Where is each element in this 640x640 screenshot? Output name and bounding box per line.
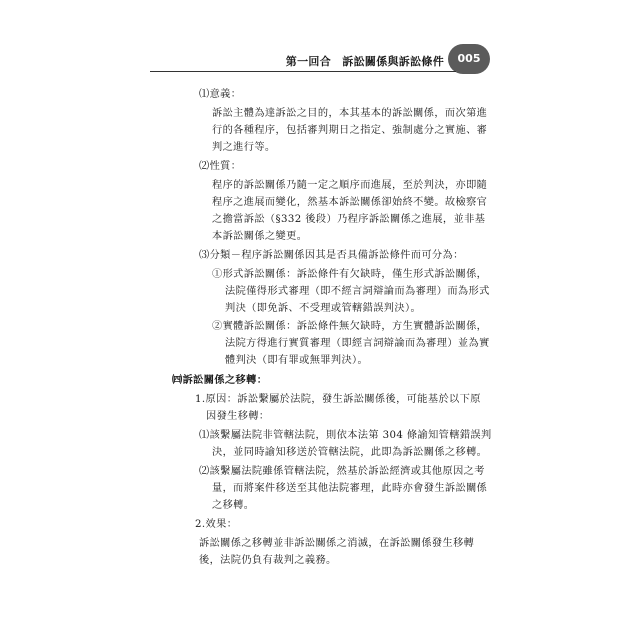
body-line: ①形式訴訟關係：訴訟條件有欠缺時，僅生形式訴訟關係， (212, 269, 488, 280)
body-line: ⑵該繫屬法院雖係管轄法院，然基於訴訟經濟或其他原因之考 (199, 466, 485, 477)
body-line: 之擔當訴訟（§332 後段）乃程序訴訟關係之進展，並非基 (212, 214, 486, 225)
heading-meaning: ⑴意義： (199, 89, 242, 100)
heading-nature: ⑵性質： (199, 161, 242, 172)
body-line: 體判決（即有罪或無罪判決）。 (225, 355, 369, 366)
body-line: 決，並同時諭知移送於管轄法院，此即為訴訟關係之移轉。 (212, 447, 488, 458)
body-line: 程序的訴訟關係乃隨一定之順序而進展，至於判決，亦即隨 (212, 180, 488, 191)
body-line: 本訴訟關係之變更。 (212, 231, 308, 242)
section-heading-transfer: ㈣訴訟關係之移轉： (172, 375, 268, 386)
body-line: 之移轉。 (212, 500, 255, 511)
body-line: 1.原因：訴訟繫屬於法院，發生訴訟關係後，可能基於以下原 (195, 394, 481, 405)
heading-effect: 2.效果： (195, 519, 238, 530)
body-line: ②實體訴訟關係：訴訟條件無欠缺時，方生實體訴訟關係， (212, 321, 488, 332)
page-header (150, 44, 490, 74)
body-line: 因發生移轉： (206, 411, 270, 422)
body-line: 訴訟關係之移轉並非訴訟關係之消滅，在訴訟關係發生移轉 (199, 538, 475, 549)
body-line: 法院方得進行實質審理（即經言詞辯論而為審理）並為實 (225, 338, 490, 349)
header-divider (150, 71, 456, 72)
chapter-title: 第一回合 訴訟關係與訴訟條件 (285, 55, 444, 68)
body-line: 行的各種程序，包括審判期日之指定、強制處分之實施、審 (212, 125, 488, 136)
body-line: 訴訟主體為達訴訟之目的，本其基本的訴訟關係，而次第進 (212, 108, 488, 119)
body-line: 判之進行等。 (212, 142, 276, 153)
body-line: 量，而將案件移送至其他法院審理，此時亦會發生訴訟關係 (212, 483, 488, 494)
page-number-badge: 005 (448, 44, 490, 74)
body-line: 後，法院仍負有裁判之義務。 (199, 555, 337, 566)
body-line: 程序之進展而變化，然基本訴訟關係卻始終不變。故檢察官 (212, 197, 488, 208)
body-line: ⑴該繫屬法院非管轄法院，則依本法第 304 條諭知管轄錯誤判 (199, 430, 492, 441)
body-line: 判決（即免訴、不受理或管轄錯誤判決）。 (225, 303, 422, 314)
body-line: 法院僅得形式審理（即不經言詞辯論而為審理）而為形式 (225, 286, 490, 297)
heading-classification: ⑶分類－程序訴訟關係因其是否具備訴訟條件而可分為： (199, 250, 464, 261)
